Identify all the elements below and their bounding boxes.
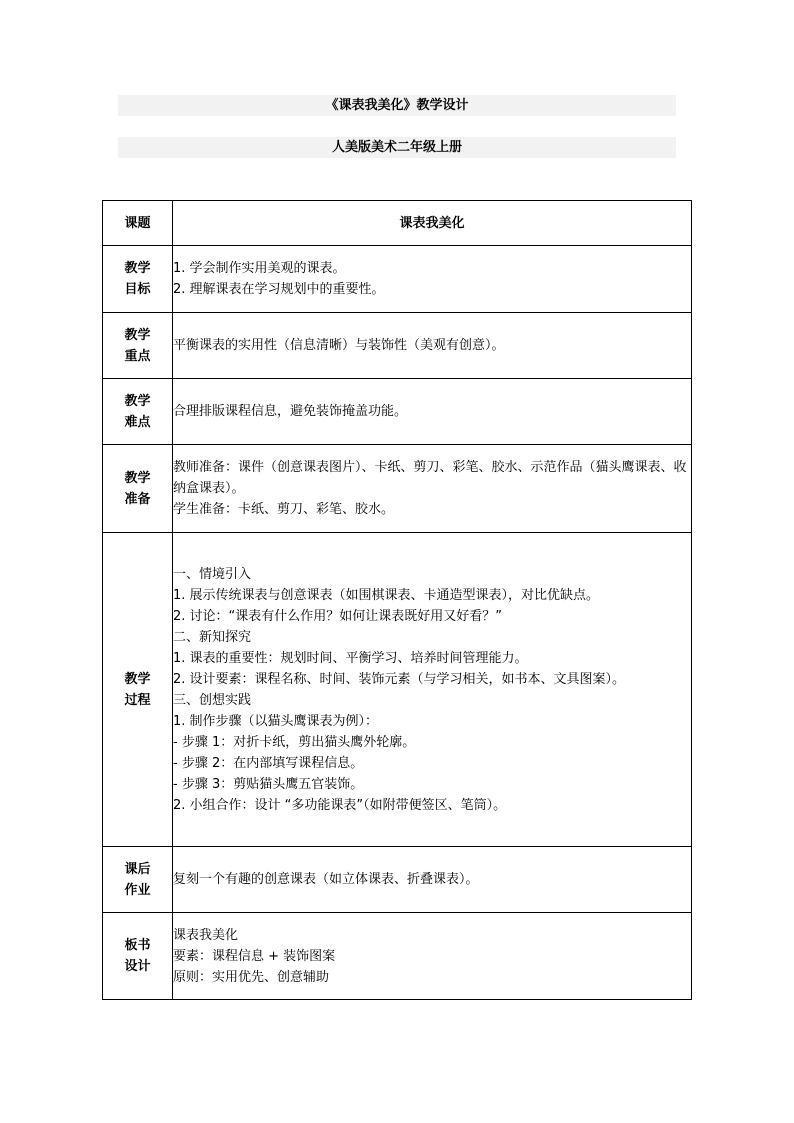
row-topic: [103, 201, 692, 246]
process-label: [103, 533, 173, 847]
key-points-label-line-1: 教学: [124, 327, 151, 343]
board-design-label-line-2: 设计: [124, 959, 151, 974]
preparation-content: [173, 445, 692, 533]
process-item: 1. 课表的重要性：规划时间、平衡学习、培养时间管理能力。: [173, 650, 528, 666]
process-item: 1. 制作步骤（以猫头鹰课表为例）：: [173, 713, 379, 729]
homework-label-line-2: 作业: [124, 882, 151, 898]
process-label-line-2: 过程: [124, 692, 151, 708]
homework-label-line-1: 课后: [124, 861, 151, 877]
objectives-content: [173, 246, 692, 313]
board-design-item: 要素：课程信息 + 装饰图案: [173, 948, 336, 964]
preparation-item: 学生准备：卡纸、剪刀、彩笔、胶水。: [173, 502, 395, 517]
difficulties-label: [103, 379, 173, 445]
process-item: 1. 展示传统课表与创意课表（如围棋课表、卡通造型课表），对比优缺点。: [173, 587, 600, 603]
process-item: - 步骤 3：剪贴猫头鹰五官装饰。: [173, 776, 364, 792]
difficulties-content: 合理排版课程信息，避免装饰掩盖功能。: [173, 379, 692, 445]
key-points-label: [103, 313, 173, 379]
homework-label: [103, 847, 173, 913]
preparation-label-line-2: 准备: [124, 491, 151, 507]
row-key-points: [103, 313, 692, 379]
preparation-label: [103, 445, 173, 533]
preparation-label-line-1: 教学: [124, 470, 151, 486]
process-item: 2. 设计要素：课程名称、时间、装饰元素（与学习相关，如书本、文具图案）。: [173, 671, 626, 687]
row-difficulties: [103, 379, 692, 445]
process-item: 2. 小组合作：设计 “多功能课表”（如附带便签区、笔筒）。: [173, 797, 507, 813]
lesson-plan-table: [102, 200, 692, 1000]
document-title: 《课表我美化》教学设计: [118, 95, 676, 116]
preparation-item: 教师准备：课件（创意课表图片）、卡纸、剪刀、彩笔、胶水、示范作品（猫头鹰课表、收纳盒课表）。: [173, 460, 687, 496]
row-objectives: [103, 246, 692, 313]
board-design-content: [173, 913, 692, 1000]
homework-content: 复刻一个有趣的创意课表（如立体课表、折叠课表）。: [173, 847, 692, 913]
board-design-label: [103, 913, 173, 1000]
topic-label: 课题: [103, 201, 173, 246]
topic-value: 课表我美化: [173, 201, 692, 246]
difficulties-label-line-2: 难点: [124, 414, 151, 430]
process-item: 二、新知探究: [173, 629, 252, 645]
row-homework: [103, 847, 692, 913]
row-board-design: [103, 913, 692, 1000]
row-preparation: [103, 445, 692, 533]
process-item: 一、情境引入: [173, 566, 252, 582]
key-points-label-line-2: 重点: [124, 348, 151, 364]
process-label-line-1: 教学: [124, 671, 151, 687]
objectives-label-line-1: 教学: [124, 261, 151, 276]
difficulties-label-line-1: 教学: [124, 393, 151, 409]
key-points-content: 平衡课表的实用性（信息清晰）与装饰性（美观有创意）。: [173, 313, 692, 379]
objective-item: 1. 学会制作实用美观的课表。: [173, 261, 346, 276]
objectives-label-line-2: 目标: [124, 282, 151, 297]
row-process: [103, 533, 692, 847]
process-content: [173, 533, 692, 847]
document-subtitle: 人美版美术二年级上册: [118, 137, 676, 158]
objectives-label: [103, 246, 173, 313]
process-item: 2. 讨论：“课表有什么作用？如何让课表既好用又好看？”: [173, 608, 503, 624]
board-design-label-line-1: 板书: [124, 938, 151, 953]
objective-item: 2. 理解课表在学习规划中的重要性。: [173, 282, 385, 297]
process-item: - 步骤 2：在内部填写课程信息。: [173, 755, 364, 771]
board-design-item: 原则：实用优先、创意辅助: [173, 969, 330, 985]
process-item: 三、创想实践: [173, 692, 252, 708]
board-design-item: 课表我美化: [173, 927, 239, 943]
process-item: - 步骤 1：对折卡纸，剪出猫头鹰外轮廓。: [173, 734, 416, 750]
